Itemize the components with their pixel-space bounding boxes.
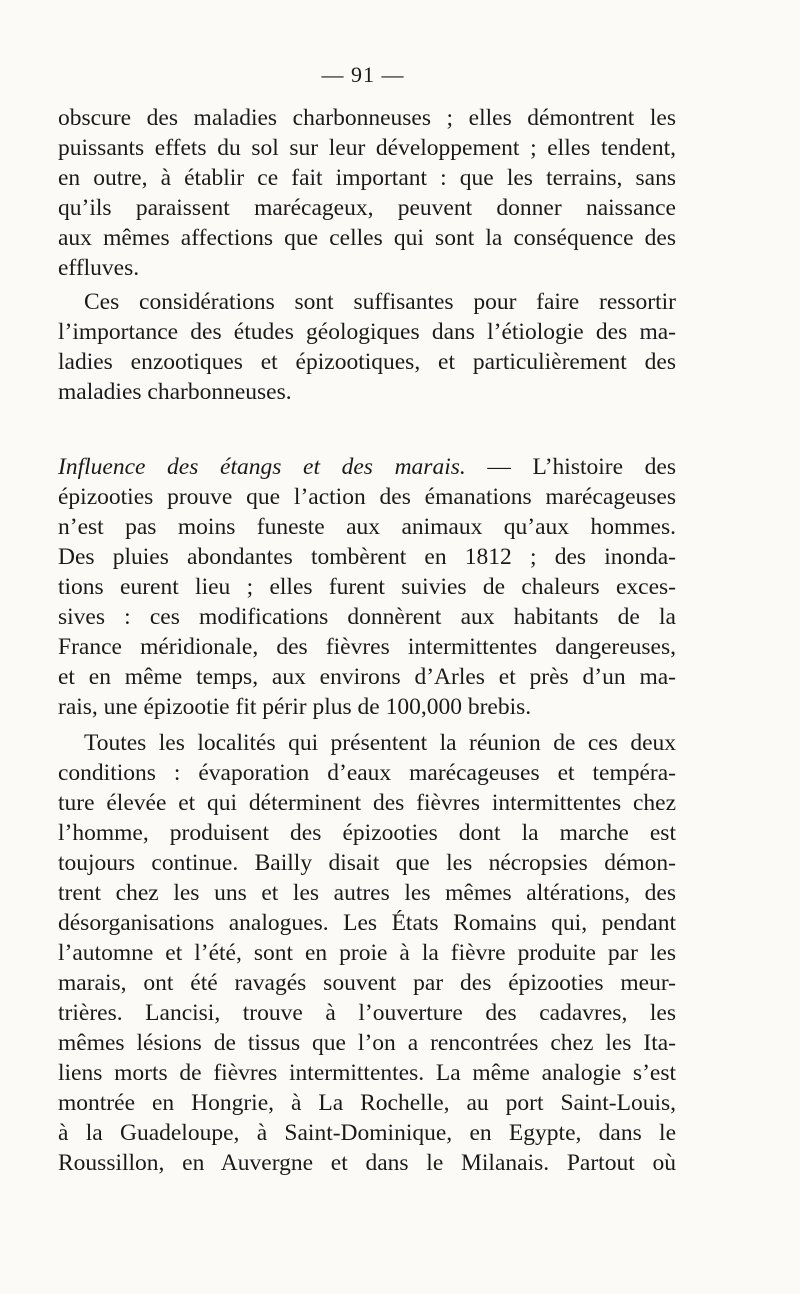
text-line: en outre, à établir ce fait important : que les terrains, sans (58, 165, 676, 191)
text-line: maladies charbonneuses. (58, 379, 292, 405)
text-line: Roussillon, en Auvergne et dans le Milanais. Partout où (58, 1150, 676, 1176)
paragraph-1 (58, 103, 676, 283)
section-heading-line (58, 452, 676, 482)
paragraph-4 (58, 728, 676, 1178)
paragraph-3 (58, 452, 676, 722)
text-line: Ces considérations sont suffisantes pour faire ressortir (84, 289, 676, 315)
text-line: ture élevée et qui déterminent des fièvres intermittentes chez (58, 790, 676, 816)
text-line: l’homme, produisent des épizooties dont la marche est (58, 820, 676, 846)
text-line: à la Guadeloupe, à Saint-Dominique, en Egypte, dans le (58, 1120, 676, 1146)
text-line: montrée en Hongrie, à La Rochelle, au port Saint-Louis, (58, 1090, 676, 1116)
text-line: Toutes les localités qui présentent la réunion de ces deux (84, 730, 676, 756)
text-line: conditions : évaporation d’eaux marécageuses et tempéra- (58, 760, 676, 786)
text-line: l’automne et l’été, sont en proie à la fièvre produite par les (58, 940, 676, 966)
heading-line-rest: — L’histoire des (465, 454, 676, 480)
text-line: sives : ces modifications donnèrent aux habitants de la (58, 604, 676, 630)
text-line: et en même temps, aux environs d’Arles et près d’un ma- (58, 664, 676, 690)
text-line: liens morts de fièvres intermittentes. La même analogie s’est (58, 1060, 676, 1086)
text-line: toujours continue. Bailly disait que les nécropsies démon- (58, 850, 676, 876)
text-line: trent chez les uns et les autres les mêmes altérations, des (58, 880, 676, 906)
text-line: tions eurent lieu ; elles furent suivies de chaleurs exces- (58, 574, 676, 600)
text-line: l’importance des études géologiques dans l’étiologie des ma- (58, 319, 676, 345)
paragraph-2 (58, 287, 676, 407)
text-line: France méridionale, des fièvres intermittentes dangereuses, (58, 634, 676, 660)
text-line: obscure des maladies charbonneuses ; elles démontrent les (58, 105, 676, 131)
text-line: rais, une épizootie fit périr plus de 100,000 brebis. (58, 694, 532, 720)
text-line: trières. Lancisi, trouve à l’ouverture des cadavres, les (58, 1000, 676, 1026)
section-heading: Influence des étangs et des marais. (58, 454, 466, 480)
text-line: Des pluies abondantes tombèrent en 1812 ; des inonda- (58, 544, 676, 570)
text-line: puissants effets du sol sur leur développement ; elles tendent, (58, 135, 676, 161)
text-line: qu’ils paraissent marécageux, peuvent donner naissance (58, 195, 676, 221)
text-line: n’est pas moins funeste aux animaux qu’aux hommes. (58, 514, 676, 540)
text-line: aux mêmes affections que celles qui sont la conséquence des (58, 225, 676, 251)
page-number: — 91 — (321, 62, 405, 87)
text-line: désorganisations analogues. Les États Romains qui, pendant (58, 910, 676, 936)
text-line: marais, ont été ravagés souvent par des épizooties meur- (58, 970, 676, 996)
text-line: ladies enzootiques et épizootiques, et particulièrement des (58, 349, 676, 375)
text-line: mêmes lésions de tissus que l’on a rencontrées chez les Ita- (58, 1030, 676, 1056)
text-line: effluves. (58, 255, 140, 281)
text-line: épizooties prouve que l’action des émanations marécageuses (58, 484, 676, 510)
